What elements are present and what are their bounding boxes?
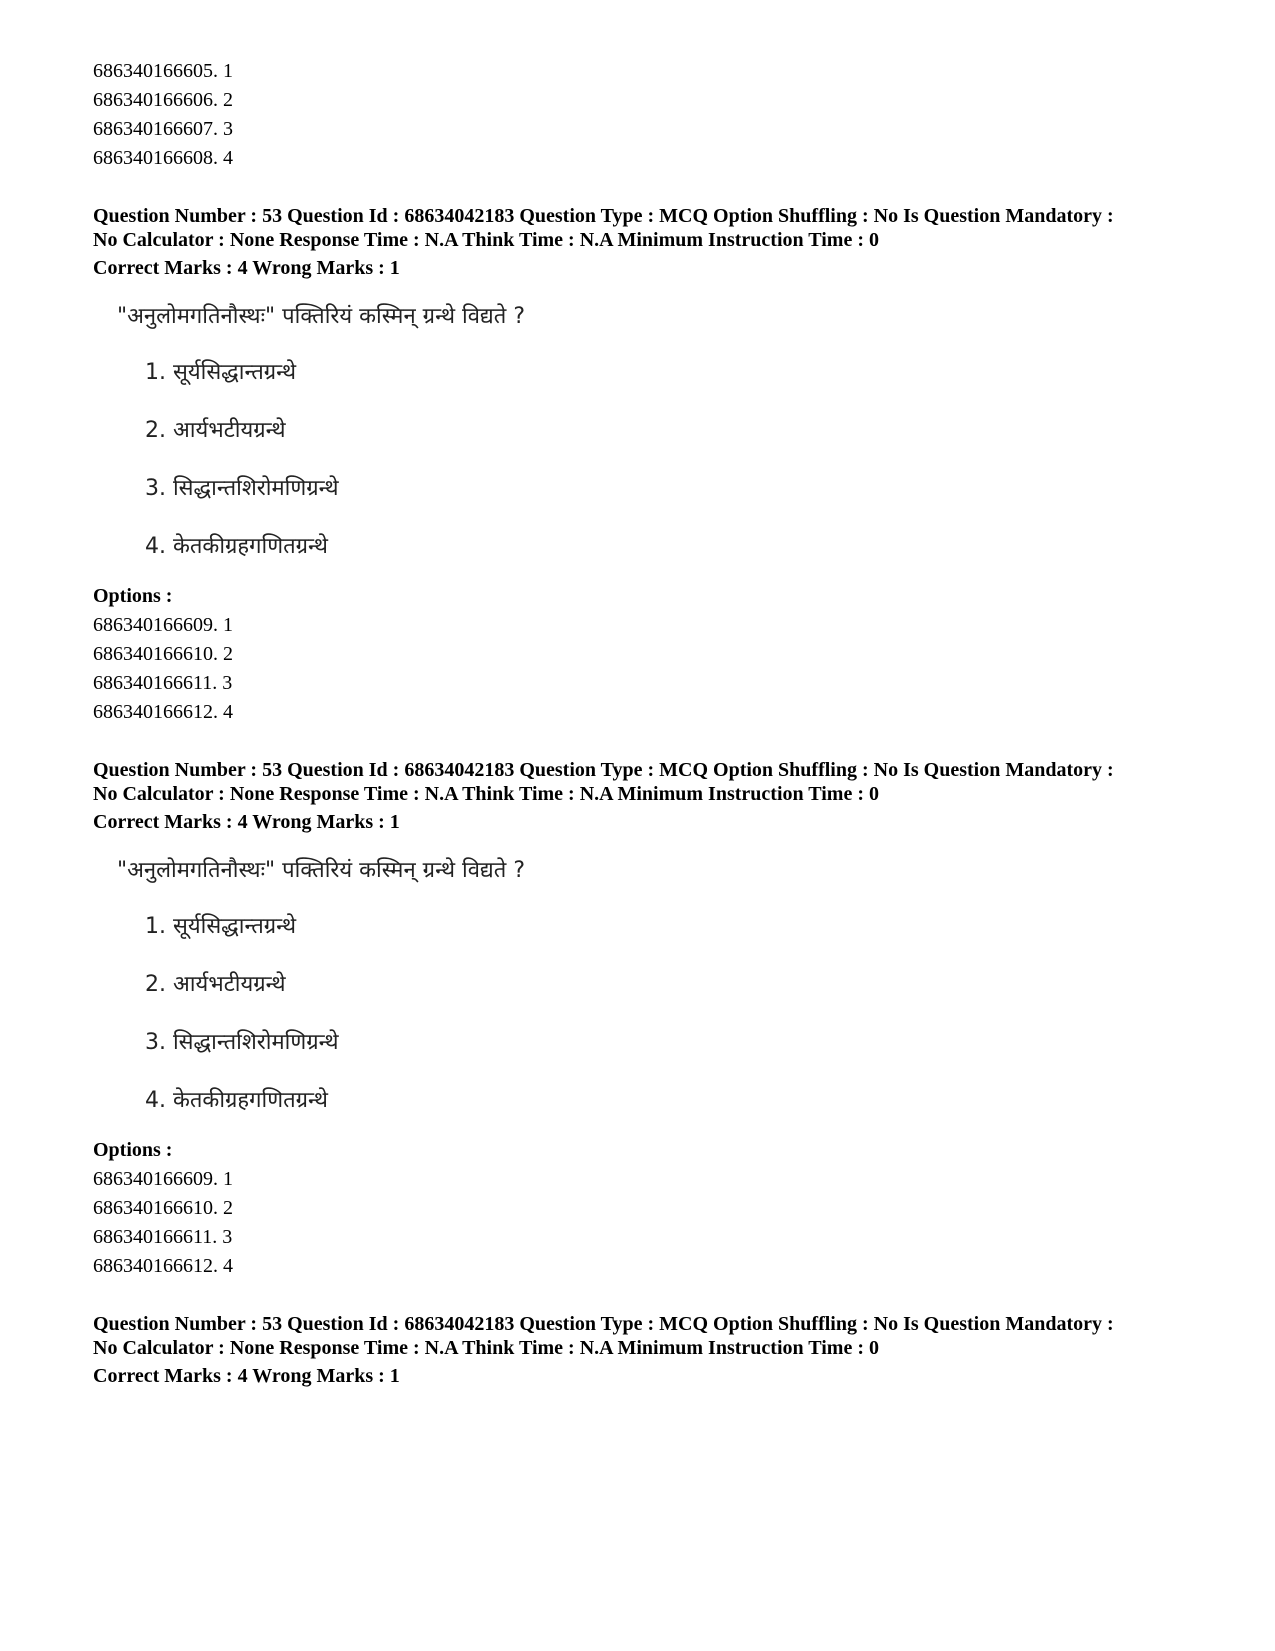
question-meta [93,758,1203,838]
option-id-line: 686340166605. 1 [93,60,233,82]
option-id-line: 686340166607. 3 [93,118,233,140]
question-text: "अनुलोमगतिनौस्थः" पक्तिरियं कस्मिन् ग्रन्थे विद्यते ? [117,304,525,329]
option-id-line: 686340166612. 4 [93,1255,233,1277]
question-meta-line2: No Calculator : None Response Time : N.A Think Time : N.A Minimum Instruction Time : 0 [93,1337,879,1359]
question-marks: Correct Marks : 4 Wrong Marks : 1 [93,1365,400,1387]
option-id-line: 686340166611. 3 [93,672,233,694]
question-meta-line2: No Calculator : None Response Time : N.A Think Time : N.A Minimum Instruction Time : 0 [93,229,879,251]
choice-item: 2. आर्यभटीयग्रन्थे [145,418,286,443]
choice-item: 1. सूर्यसिद्धान्तग्रन्थे [145,360,297,385]
top-options-list [93,57,1203,173]
choice-item: 3. सिद्धान्तशिरोमणिग्रन्थे [145,476,339,501]
question-meta-line1: Question Number : 53 Question Id : 68634042183 Question Type : MCQ Option Shuffling : No Is Question Mandatory : [93,205,1114,227]
options-label: Options : [93,1139,173,1161]
question-choices [145,358,1203,562]
option-id-line: 686340166612. 4 [93,701,233,723]
question-body [117,302,1203,562]
option-id-line: 686340166606. 2 [93,89,233,111]
choice-item: 3. सिद्धान्तशिरोमणिग्रन्थे [145,1030,339,1055]
option-id-line: 686340166611. 3 [93,1226,233,1248]
question-section [93,758,1203,1281]
options-label: Options : [93,585,173,607]
question-meta-line1: Question Number : 53 Question Id : 68634042183 Question Type : MCQ Option Shuffling : No Is Question Mandatory : [93,759,1114,781]
option-id-line: 686340166610. 2 [93,1197,233,1219]
question-meta-line1: Question Number : 53 Question Id : 68634042183 Question Type : MCQ Option Shuffling : No Is Question Mandatory : [93,1313,1114,1335]
choice-item: 4. केतकीग्रहगणितग्रन्थे [145,1088,328,1113]
question-marks: Correct Marks : 4 Wrong Marks : 1 [93,257,400,279]
document-page [93,57,1203,1392]
question-meta-line2: No Calculator : None Response Time : N.A Think Time : N.A Minimum Instruction Time : 0 [93,783,879,805]
question-body [117,856,1203,1116]
options-list [93,611,1203,727]
question-section [93,204,1203,727]
option-id-line: 686340166609. 1 [93,1168,233,1190]
question-text: "अनुलोमगतिनौस्थः" पक्तिरियं कस्मिन् ग्रन्थे विद्यते ? [117,858,525,883]
choice-item: 2. आर्यभटीयग्रन्थे [145,972,286,997]
option-id-line: 686340166608. 4 [93,147,233,169]
choice-item: 4. केतकीग्रहगणितग्रन्थे [145,534,328,559]
question-meta [93,204,1203,284]
question-marks: Correct Marks : 4 Wrong Marks : 1 [93,811,400,833]
choice-item: 1. सूर्यसिद्धान्तग्रन्थे [145,914,297,939]
option-id-line: 686340166610. 2 [93,643,233,665]
question-choices [145,912,1203,1116]
option-id-line: 686340166609. 1 [93,614,233,636]
options-list [93,1165,1203,1281]
footer-question-meta [93,1312,1203,1392]
